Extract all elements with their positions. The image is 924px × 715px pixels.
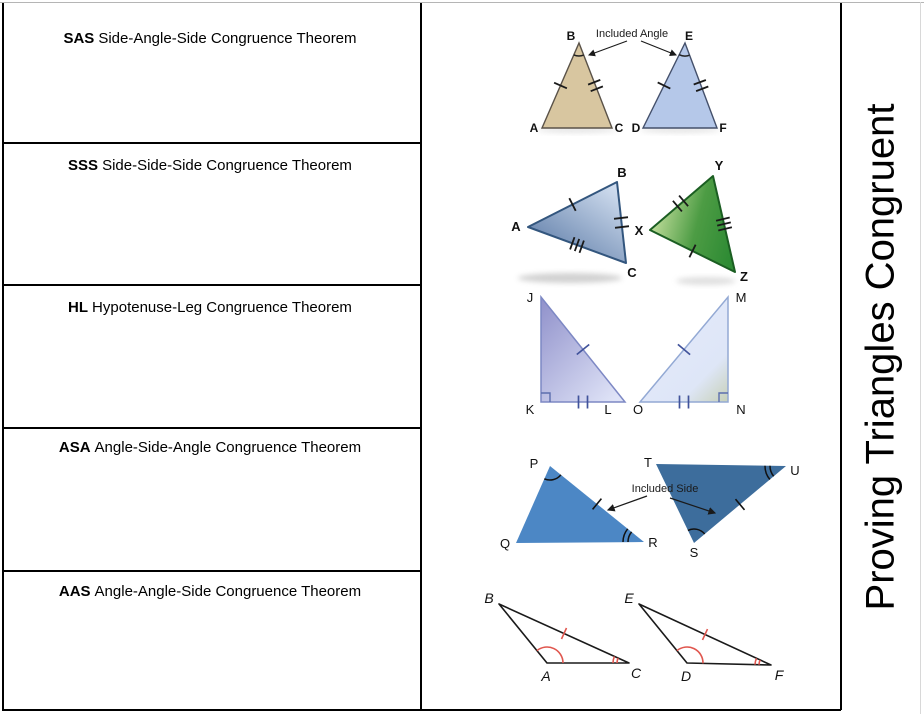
- diagram-canvas: [420, 0, 842, 715]
- theorem-row-hl: [0, 299, 420, 316]
- vertex-label-a: A: [529, 121, 539, 135]
- table-left-border: [2, 3, 4, 710]
- vertex-label-d: D: [680, 668, 692, 684]
- asa-triangle-tus: [656, 464, 786, 543]
- vertex-label-c: C: [614, 121, 624, 135]
- theorem-row-aas: [0, 583, 420, 600]
- theorem-name: Hypotenuse-Leg Congruence Theorem: [92, 299, 352, 316]
- included-angle-arrow-right: [641, 41, 676, 55]
- sas-diagram: [530, 28, 727, 135]
- vertex-label-a: A: [541, 668, 551, 684]
- vertex-label-z: Z: [740, 269, 748, 284]
- vertex-label-f: F: [719, 121, 727, 135]
- included-side-label: Included Side: [631, 483, 699, 495]
- row-divider-4: [2, 570, 421, 572]
- vertex-label-k: K: [525, 402, 535, 417]
- vertex-label-o: O: [632, 402, 644, 417]
- vertex-label-b: B: [484, 590, 494, 606]
- vertex-label-e: E: [624, 590, 634, 606]
- vertex-label-c: C: [627, 265, 637, 280]
- theorem-name: Angle-Angle-Side Congruence Theorem: [94, 583, 362, 600]
- theorem-abbr: HL: [68, 299, 89, 316]
- sss-left-shadow: [518, 273, 622, 283]
- sss-right-shadow: [676, 277, 736, 285]
- vertex-label-r: R: [648, 535, 658, 550]
- theorem-row-asa: [0, 439, 420, 456]
- vertex-label-l: L: [604, 402, 612, 417]
- included-angle-arrow-left: [589, 41, 627, 55]
- vertex-label-s: S: [689, 545, 699, 560]
- vertex-label-p: P: [529, 456, 539, 471]
- aas-diagram: [484, 590, 784, 684]
- vertex-label-d: D: [631, 121, 641, 135]
- vertex-label-n: N: [736, 402, 746, 417]
- row-divider-2: [2, 284, 421, 286]
- sss-triangle-abc: [528, 182, 626, 263]
- vertex-label-b: B: [617, 165, 627, 180]
- title-column: [842, 3, 920, 710]
- vertex-label-t: T: [644, 455, 652, 470]
- page-right-edge: [920, 2, 921, 714]
- theorem-name: Side-Angle-Side Congruence Theorem: [98, 30, 357, 47]
- vertex-label-y: Y: [714, 158, 724, 173]
- included-angle-label: Included Angle: [595, 28, 669, 40]
- vertex-label-e: E: [684, 29, 694, 43]
- theorem-name: Side-Side-Side Congruence Theorem: [102, 157, 352, 174]
- theorem-name: Angle-Side-Angle Congruence Theorem: [94, 439, 362, 456]
- vertex-label-b: B: [566, 29, 576, 43]
- vertex-label-c: C: [630, 665, 642, 681]
- sss-diagram: [511, 158, 748, 285]
- vertex-label-j: J: [526, 290, 534, 305]
- theorem-abbr: AAS: [58, 583, 91, 600]
- row-divider-1: [2, 142, 421, 144]
- vertex-label-q: Q: [499, 536, 511, 551]
- row-divider-3: [2, 427, 421, 429]
- page-title: Proving Triangles Congruent: [858, 103, 903, 610]
- theorem-row-sas: [0, 30, 420, 47]
- included-side-arrow-left: [608, 496, 647, 510]
- theorem-abbr: SAS: [63, 30, 95, 47]
- vertex-label-a: A: [511, 219, 521, 234]
- aas-red-marks: [537, 628, 760, 665]
- asa-diagram: [500, 455, 800, 560]
- theorem-abbr: ASA: [58, 439, 91, 456]
- theorem-abbr: SSS: [68, 157, 99, 174]
- vertex-label-x: X: [634, 223, 644, 238]
- vertex-label-f: F: [774, 667, 784, 683]
- vertex-label-m: M: [735, 290, 747, 305]
- theorem-row-sss: [0, 157, 420, 174]
- hl-diagram: [526, 290, 747, 417]
- vertex-label-u: U: [790, 463, 800, 478]
